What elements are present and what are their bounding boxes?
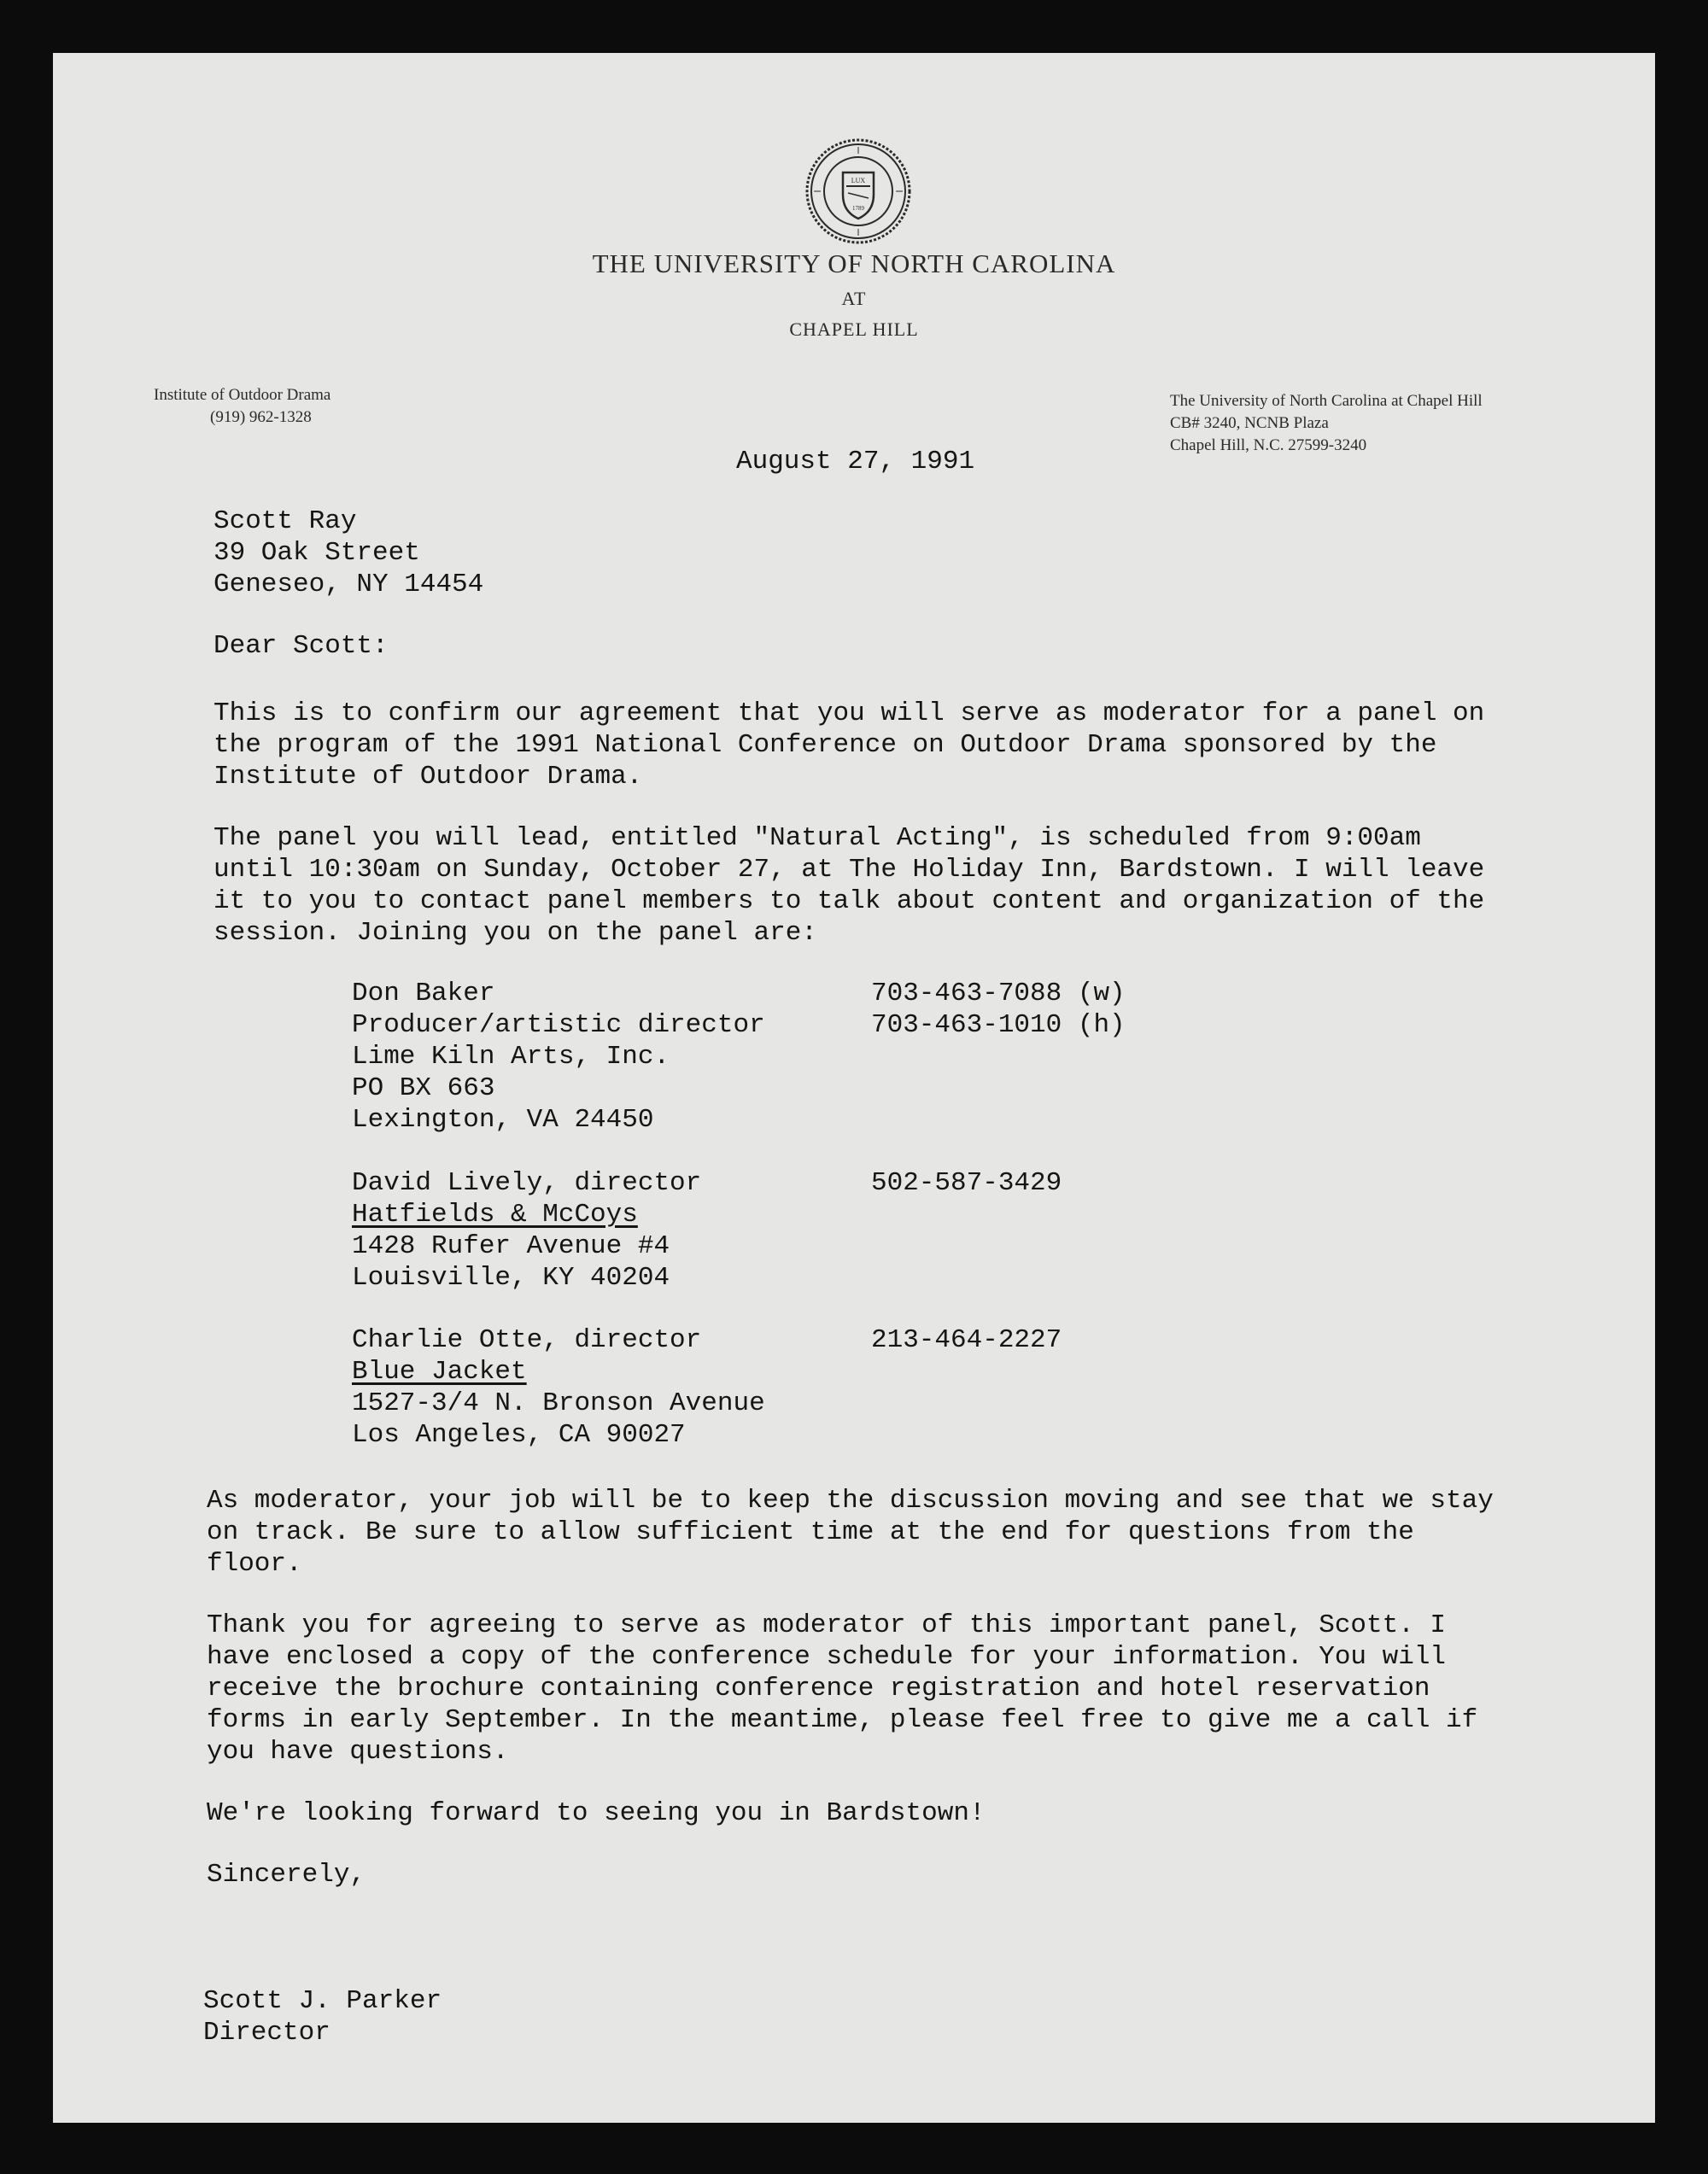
svg-text:LUX: LUX (851, 177, 866, 184)
letterhead-right-block (1170, 390, 1483, 457)
panelist-3-phones (871, 1324, 1062, 1356)
recipient-name: Scott Ray (214, 506, 357, 536)
panelist-name: David Lively, director (352, 1168, 702, 1198)
closing: Sincerely, (207, 1860, 366, 1890)
recipient-street: 39 Oak Street (214, 538, 420, 568)
recipient-city: Geneseo, NY 14454 (214, 570, 484, 599)
panelist-address-1: 1428 Rufer Avenue #4 (352, 1231, 670, 1261)
letterhead-phone: (919) 962-1328 (210, 408, 312, 426)
panelist-phone: 703-463-1010 (h) (871, 1010, 1126, 1040)
panelist-address-1: PO BX 663 (352, 1073, 495, 1103)
university-seal-icon (805, 138, 911, 244)
letterhead-address-line3: Chapel Hill, N.C. 27599-3240 (1170, 436, 1367, 454)
signer-title: Director (203, 2018, 330, 2048)
panelist-1-phones (871, 978, 1126, 1041)
letter-date: August 27, 1991 (736, 447, 975, 476)
panelist-address-2: Lexington, VA 24450 (352, 1105, 654, 1135)
panelist-org: Lime Kiln Arts, Inc. (352, 1042, 670, 1072)
letterhead-address-line1: The University of North Carolina at Chapel Hill (1170, 392, 1483, 410)
letterhead-campus: CHAPEL HILL (789, 319, 919, 340)
panelist-org: Blue Jacket (352, 1357, 527, 1387)
letterhead-left-block (154, 384, 330, 429)
panelist-address-2: Louisville, KY 40204 (352, 1263, 670, 1293)
paragraph-3: As moderator, your job will be to keep the discussion moving and see that we stay on track. Be sure to allow sufficient time at the end for questions from the floor. (207, 1486, 1494, 1579)
panelist-address-2: Los Angeles, CA 90027 (352, 1420, 686, 1450)
panelist-phone: 213-464-2227 (871, 1325, 1062, 1355)
panelist-address-1: 1527-3/4 N. Bronson Avenue (352, 1388, 765, 1418)
paragraph-4: Thank you for agreeing to serve as moderator of this important panel, Scott. I have enclosed a copy of the conference schedule for your information. You will receive the brochure containing conference registration and hotel reservation forms in early September. In the meantime, please feel free to give me a call if you have questions. (207, 1610, 1478, 1767)
paragraph-1: This is to confirm our agreement that you will serve as moderator for a panel on the program of the 1991 National Conference on Outdoor Drama sponsored by the Institute of Outdoor Drama. (214, 698, 1485, 792)
panelist-phone: 703-463-7088 (w) (871, 979, 1126, 1008)
letterhead-department: Institute of Outdoor Drama (154, 386, 331, 404)
letterhead-institution: THE UNIVERSITY OF NORTH CAROLINA (592, 248, 1116, 278)
panelist-name: Charlie Otte, director (352, 1325, 702, 1355)
salutation: Dear Scott: (214, 631, 389, 661)
panelist-1-address (352, 978, 765, 1136)
letterhead-address-line2: CB# 3240, NCNB Plaza (1170, 414, 1329, 432)
signer-name: Scott J. Parker (203, 1986, 442, 2016)
panelist-3-address (352, 1324, 765, 1451)
panelist-phone: 502-587-3429 (871, 1168, 1062, 1198)
svg-text:1789: 1789 (852, 205, 864, 212)
signature-block (203, 1985, 442, 2048)
panelist-name: Don Baker (352, 979, 495, 1008)
panelist-org: Hatfields & McCoys (352, 1200, 638, 1230)
closing-line: We're looking forward to seeing you in Bardstown! (207, 1798, 986, 1828)
panelist-title: Producer/artistic director (352, 1010, 765, 1040)
panelist-2-address (352, 1167, 701, 1294)
recipient-address (214, 506, 483, 600)
paragraph-2: The panel you will lead, entitled "Natural Acting", is scheduled from 9:00am until 10:30am on Sunday, October 27, at The Holiday Inn, Bardstown. I will leave it to you to contact panel members to talk about content and organization of the session. Joining you on the panel are: (214, 823, 1485, 948)
letterhead-at: AT (841, 288, 867, 309)
panelist-2-phones (871, 1167, 1062, 1199)
